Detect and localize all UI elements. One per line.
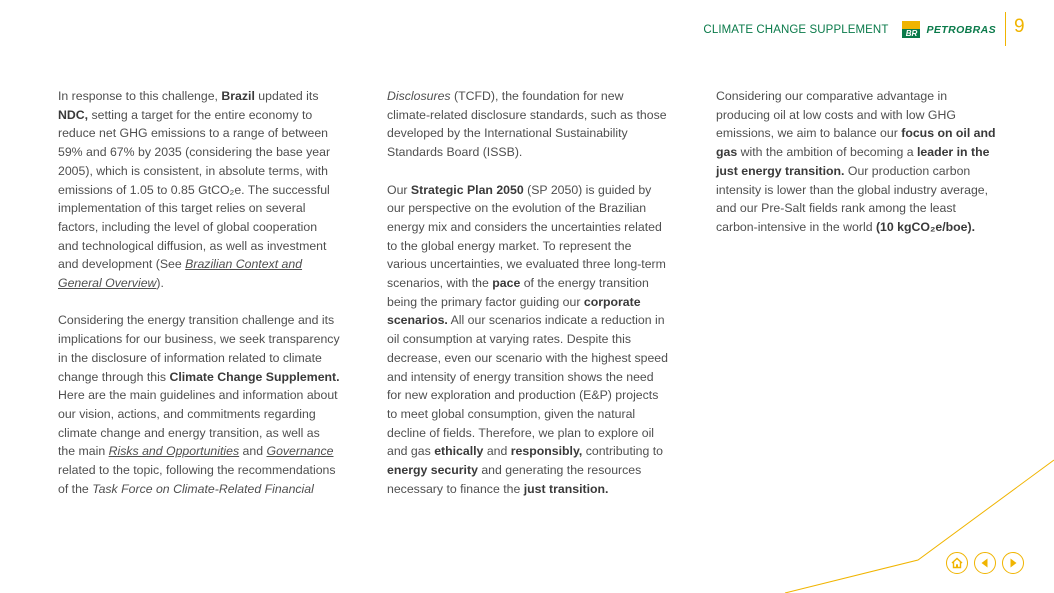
previous-page-button[interactable] bbox=[974, 552, 996, 574]
text-run: In response to this challenge, bbox=[58, 89, 222, 103]
home-icon bbox=[950, 556, 964, 570]
brand-name: PETROBRAS bbox=[926, 24, 996, 36]
bold-text: corporate scenarios. bbox=[387, 294, 641, 328]
previous-page-icon bbox=[979, 557, 991, 569]
text-run: and bbox=[239, 444, 267, 459]
page-number: 9 bbox=[1014, 16, 1025, 37]
bold-text: energy security bbox=[387, 463, 478, 478]
bold-text: Strategic Plan 2050 bbox=[410, 182, 524, 197]
bold-text: NDC, bbox=[58, 107, 89, 122]
cross-reference-link[interactable]: Brazilian Context and General Overview bbox=[58, 257, 303, 291]
document-title: CLIMATE CHANGE SUPPLEMENT bbox=[703, 24, 889, 36]
text-run: setting a target for the entire economy to reduce net GHG emissions to a range of between 59% and 67% by 2035 (considering the base year 2005), which is consistent, in absolute terms, with emissions of 1.05 to 0.85 GtCO₂e. The successful implementation of this target relies on several factors, including the level of global cooperation and technological diffusion, as well as investment and development (See bbox=[58, 107, 331, 272]
bold-text: just transition. bbox=[523, 481, 609, 496]
next-page-icon bbox=[1007, 557, 1019, 569]
bold-text: responsibly, bbox=[510, 444, 583, 459]
bold-text: Brazil bbox=[221, 89, 255, 103]
bold-text: ethically bbox=[434, 444, 484, 459]
home-button[interactable] bbox=[946, 552, 968, 574]
text-run: updated its bbox=[254, 89, 319, 103]
text-run: (SP 2050) is guided by our perspective on the evolution of the Brazilian energy mix and considers the uncertainties related to the global energy market. To represent the various uncertainties, we evaluated three long-term scenarios, with the bbox=[387, 182, 666, 291]
text-run: All our scenarios indicate a reduction in oil consumption at varying rates. Despite this decrease, even our scenario with the highest speed and intensity of energy transition shows the need for new exploration and production (E&P) projects to meet global consumption, given the natural decline of fields. Therefore, we plan to explore oil and gas bbox=[387, 313, 668, 459]
text-run: Considering the energy transition challenge and its implications for our business, we seek transparency in the disclosure of information related to climate change through this bbox=[58, 313, 340, 384]
italic-text: Task Force on Climate-Related Financial bbox=[92, 481, 314, 496]
bold-text: focus on oil and gas bbox=[716, 126, 996, 160]
text-run: Our bbox=[387, 182, 411, 197]
cross-reference-link[interactable]: Risks and Opportunities bbox=[108, 444, 240, 459]
text-run: ). bbox=[156, 276, 164, 291]
logo-mark-text: BR bbox=[902, 29, 920, 38]
text-run: (TCFD), the foundation for new climate-related disclosure standards, such as those developed by the International Sustainability Standards Board (ISSB). bbox=[387, 89, 667, 160]
text-run: contributing to bbox=[582, 444, 663, 459]
text-run: Our production carbon intensity is lower than the global industry average, and our Pre-Salt fields rank among the least carbon-intensive in the world bbox=[716, 163, 989, 234]
text-run: and generating the resources necessary to finance the bbox=[387, 463, 642, 496]
text-run: and bbox=[483, 444, 511, 459]
text-run: Here are the main guidelines and information about our vision, actions, and commitments regarding climate change and energy transition, as well as the main bbox=[58, 388, 338, 459]
bold-text: pace bbox=[492, 276, 521, 291]
bold-text: (10 kgCO₂e/boe). bbox=[875, 219, 976, 234]
text-run: Considering our comparative advantage in producing oil at low costs and with low GHG emissions, we aim to balance our bbox=[716, 89, 956, 141]
text-run: of the energy transition being the primary factor guiding our bbox=[387, 276, 649, 309]
bold-text: Climate Change Supplement. bbox=[169, 369, 340, 384]
bold-text: leader in the just energy transition. bbox=[716, 145, 990, 178]
text-run: related to the topic, following the recommendations of the bbox=[58, 463, 336, 496]
page-navigation bbox=[946, 552, 1024, 574]
italic-text: Disclosures bbox=[387, 89, 451, 103]
next-page-button[interactable] bbox=[1002, 552, 1024, 574]
text-run: with the ambition of becoming a bbox=[737, 145, 917, 160]
cross-reference-link[interactable]: Governance bbox=[266, 444, 334, 459]
